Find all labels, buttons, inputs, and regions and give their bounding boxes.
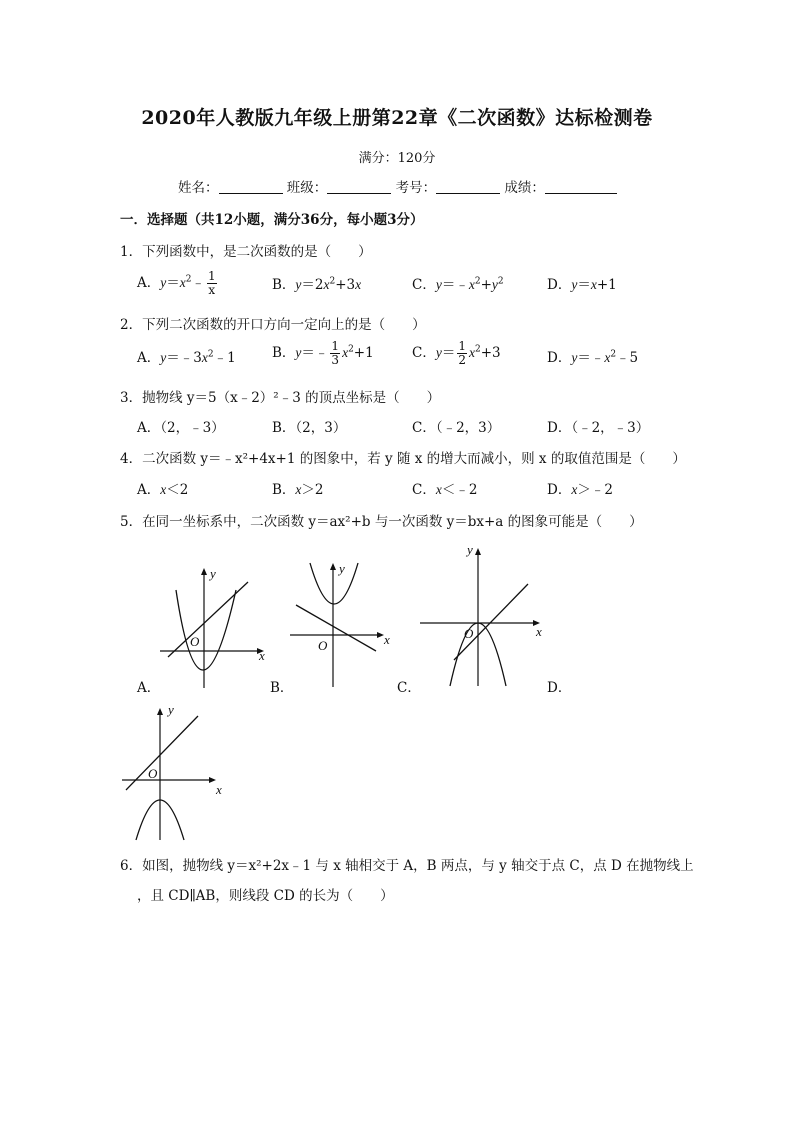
svg-text:O: O xyxy=(464,626,474,641)
q5-label-a[interactable]: A． xyxy=(137,680,161,696)
svg-text:y: y xyxy=(467,542,473,557)
q6-line2: ，且 CD∥AB，则线段 CD 的长为（ ） xyxy=(137,888,394,904)
svg-text:x: x xyxy=(259,648,265,663)
class-field[interactable] xyxy=(327,180,391,194)
q2-option-d[interactable]: D．$y=﹣x^2﹣5$ xyxy=(547,349,639,366)
svg-text:x: x xyxy=(384,632,390,647)
svg-text:y: y xyxy=(210,566,216,581)
q3-option-b[interactable]: B．（2，3） xyxy=(272,420,347,436)
q1-stem: 1．下列函数中，是二次函数的是（ ） xyxy=(120,244,372,260)
student-info-row xyxy=(178,176,617,196)
q3-option-a[interactable]: A．（2，﹣3） xyxy=(137,420,225,436)
q5-stem: 5．在同一坐标系中，二次函数 y＝ax²+b 与一次函数 y＝bx+a 的图象可能是（ ） xyxy=(120,514,643,530)
q2-option-c[interactable]: C．y＝ $\frac{1}{2}$ $x^2+3$ xyxy=(412,339,501,367)
name-label: 姓名： xyxy=(178,180,219,196)
class-label: 班级： xyxy=(286,180,328,196)
q2-stem: 2．下列二次函数的开口方向一定向上的是（ ） xyxy=(120,317,426,333)
q1-option-b[interactable]: B．$y=2x^2+3x$ xyxy=(272,276,362,293)
full-score: 满分：120分 xyxy=(358,151,436,166)
q4-option-c[interactable]: C．x＜﹣2 xyxy=(412,482,478,498)
q4-option-b[interactable]: B．x＞2 xyxy=(272,482,324,498)
q3-option-d[interactable]: D．（﹣2，﹣3） xyxy=(547,420,650,436)
svg-text:x: x xyxy=(216,782,222,797)
svg-text:x: x xyxy=(536,624,542,639)
name-field[interactable] xyxy=(219,180,283,194)
q5-graph-c[interactable] xyxy=(420,540,550,688)
q1-option-d[interactable]: D．y＝x+1 xyxy=(547,277,617,293)
exam-no-label: 考号： xyxy=(395,180,437,196)
q1-option-c[interactable]: C．$y=﹣x^2+y^2$ xyxy=(412,276,504,293)
q5-graph-d[interactable] xyxy=(122,700,232,845)
svg-text:O: O xyxy=(190,634,200,649)
q6-line1: 6．如图，抛物线 y＝x²+2x﹣1 与 x 轴相交于 A，B 两点，与 y 轴交于点 C，点 D 在抛物线上 xyxy=(120,858,694,874)
q5-label-b[interactable]: B． xyxy=(270,680,294,696)
q4-option-a[interactable]: A．x＜2 xyxy=(137,482,189,498)
svg-text:O: O xyxy=(148,766,158,781)
q3-stem: 3．抛物线 y＝5（x﹣2）²﹣3 的顶点坐标是（ ） xyxy=(120,390,441,406)
exam-no-field[interactable] xyxy=(436,180,500,194)
svg-text:y: y xyxy=(339,561,345,576)
svg-text:y: y xyxy=(168,702,174,717)
svg-text:O: O xyxy=(318,638,328,653)
q5-graph-a[interactable] xyxy=(160,560,275,690)
section-heading: 一．选择题（共12小题，满分36分，每小题3分） xyxy=(120,212,424,228)
q2-option-a[interactable]: A．$y=﹣3x^2﹣1$ xyxy=(137,349,236,366)
q2-option-b[interactable]: B．y＝﹣ $\frac{1}{3}$ $x^2+1$ xyxy=(272,339,374,367)
q4-option-d[interactable]: D．x＞﹣2 xyxy=(547,482,613,498)
grade-label: 成绩： xyxy=(504,180,545,196)
q1-option-a[interactable]: A．$y=x^2﹣$ $\frac{1}{x}$ xyxy=(137,269,216,297)
q4-stem: 4．二次函数 y＝﹣x²+4x+1 的图象中，若 y 随 x 的增大而减小，则 x 的取值范围是（ ） xyxy=(120,451,686,467)
page-title: 2020年人教版九年级上册第22章《二次函数》达标检测卷 xyxy=(141,107,653,129)
q5-label-c[interactable]: C． xyxy=(397,680,421,696)
q3-option-c[interactable]: C．（﹣2，3） xyxy=(412,420,501,436)
q5-label-d[interactable]: D． xyxy=(547,680,572,696)
q5-graph-b[interactable] xyxy=(290,555,400,690)
grade-field[interactable] xyxy=(545,180,617,194)
